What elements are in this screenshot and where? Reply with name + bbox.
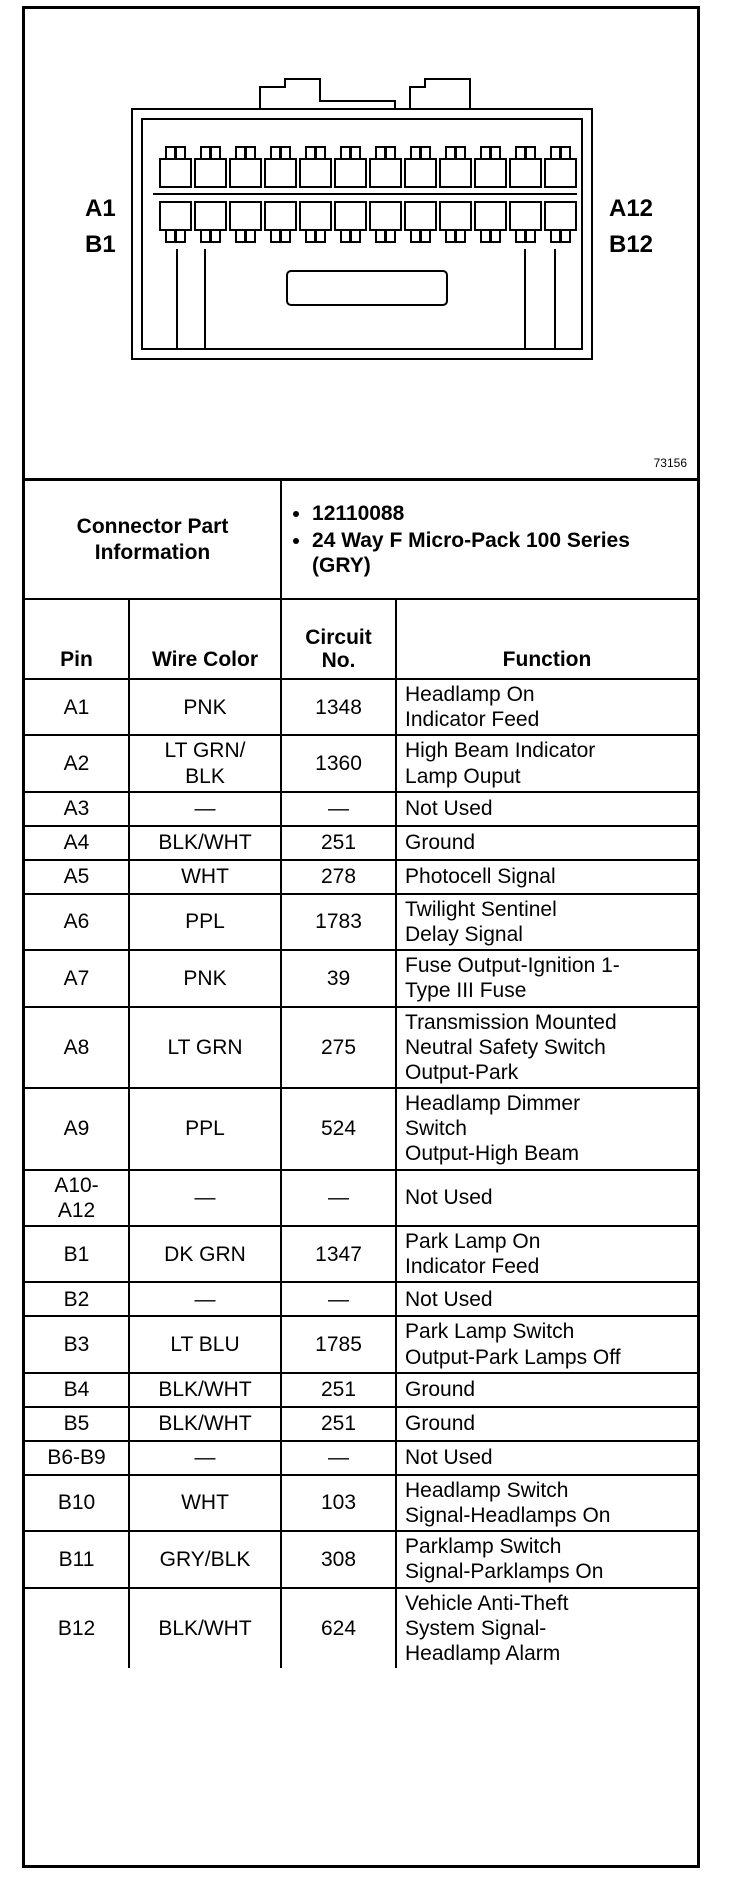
wire-color-cell: DK GRN — [129, 1226, 281, 1282]
pin-a-cavity — [230, 159, 261, 187]
part-item: • 12110088 — [312, 501, 689, 526]
pin-a-tab — [421, 147, 430, 159]
pin-b-tab — [491, 230, 500, 242]
wire-color-cell: PPL — [129, 894, 281, 950]
wire-color-cell: PPL — [129, 1088, 281, 1170]
pin-cell: A8 — [25, 1007, 129, 1089]
pin-b-cavity — [300, 202, 331, 230]
table-row — [25, 792, 697, 826]
pin-cell: A6 — [25, 894, 129, 950]
wire-color-cell: LT BLU — [129, 1316, 281, 1372]
pin-a-tab — [491, 147, 500, 159]
pin-a-tab — [306, 147, 315, 159]
circuit-cell: 103 — [281, 1475, 396, 1531]
table-header-row — [25, 599, 697, 679]
pin-a-tab — [481, 147, 490, 159]
pin-b-cavity — [335, 202, 366, 230]
pin-b-cavity — [510, 202, 541, 230]
label-b1: B1 — [85, 231, 116, 258]
key-slot — [287, 271, 447, 305]
pin-cell: B5 — [25, 1407, 129, 1441]
wire-color-cell: — — [129, 1441, 281, 1475]
circuit-cell: — — [281, 1282, 396, 1316]
table-row — [25, 1531, 697, 1587]
table-row — [25, 860, 697, 894]
pin-b-tab — [446, 230, 455, 242]
table-row — [25, 1088, 697, 1170]
pin-cell: B4 — [25, 1373, 129, 1407]
pin-b-tab — [481, 230, 490, 242]
pin-cell: B3 — [25, 1316, 129, 1372]
pin-b-tab — [376, 230, 385, 242]
circuit-cell: 1360 — [281, 735, 396, 791]
pin-a-tab — [516, 147, 525, 159]
table-row — [25, 950, 697, 1006]
wire-color-cell: LT GRN/ BLK — [129, 735, 281, 791]
latch-left — [260, 79, 395, 109]
table-row — [25, 1407, 697, 1441]
pin-a-tab — [176, 147, 185, 159]
function-cell: Vehicle Anti-Theft System Signal- Headlamp Alarm — [396, 1588, 697, 1669]
pin-b-tab — [351, 230, 360, 242]
circuit-cell: — — [281, 1170, 396, 1226]
pin-b-cavity — [370, 202, 401, 230]
function-cell: Ground — [396, 826, 697, 860]
pin-cell: A3 — [25, 792, 129, 826]
pinout-table — [25, 481, 697, 1668]
table-row — [25, 1226, 697, 1282]
circuit-cell: 1783 — [281, 894, 396, 950]
pin-b-cavity — [545, 202, 576, 230]
pin-a-tab — [561, 147, 570, 159]
pin-b-tab — [456, 230, 465, 242]
wire-color-cell: — — [129, 1170, 281, 1226]
circuit-cell: — — [281, 792, 396, 826]
pin-b-cavity — [160, 202, 191, 230]
pin-b-tab — [281, 230, 290, 242]
pin-b-tab — [166, 230, 175, 242]
pin-b-tab — [421, 230, 430, 242]
pin-b-cavity — [230, 202, 261, 230]
pin-b-tab — [411, 230, 420, 242]
function-cell: High Beam Indicator Lamp Ouput — [396, 735, 697, 791]
connector-drawing — [25, 9, 697, 478]
pin-b-tab — [176, 230, 185, 242]
circuit-cell: 275 — [281, 1007, 396, 1089]
function-cell: Not Used — [396, 792, 697, 826]
function-cell: Park Lamp On Indicator Feed — [396, 1226, 697, 1282]
wire-color-cell: WHT — [129, 1475, 281, 1531]
wire-color-cell: BLK/WHT — [129, 1588, 281, 1669]
label-a1: A1 — [85, 195, 116, 222]
pin-b-tab — [236, 230, 245, 242]
pin-a-tab — [456, 147, 465, 159]
pin-cell: A9 — [25, 1088, 129, 1170]
pin-b-cavity — [265, 202, 296, 230]
pin-cell: B11 — [25, 1531, 129, 1587]
wire-color-cell: PNK — [129, 679, 281, 735]
part-list — [290, 501, 689, 579]
wire-color-cell: BLK/WHT — [129, 826, 281, 860]
pin-b-tab — [246, 230, 255, 242]
table-row — [25, 1588, 697, 1669]
table-row — [25, 735, 697, 791]
pin-a-tab — [246, 147, 255, 159]
pin-a-tab — [351, 147, 360, 159]
circuit-cell: 524 — [281, 1088, 396, 1170]
table-row — [25, 1373, 697, 1407]
circuit-cell: 278 — [281, 860, 396, 894]
pin-cell: A2 — [25, 735, 129, 791]
pin-cell: B1 — [25, 1226, 129, 1282]
pin-b-tab — [306, 230, 315, 242]
label-b12: B12 — [609, 231, 654, 258]
wire-color-cell: — — [129, 1282, 281, 1316]
pin-a-cavity — [195, 159, 226, 187]
pin-a-cavity — [335, 159, 366, 187]
pin-a-tab — [411, 147, 420, 159]
part-item: • 24 Way F Micro-Pack 100 Series (GRY) — [312, 528, 689, 578]
pin-b-tab — [561, 230, 570, 242]
pin-a-tab — [341, 147, 350, 159]
header-wire-color: Wire Color — [129, 599, 281, 679]
table-row — [25, 1475, 697, 1531]
circuit-cell: 624 — [281, 1588, 396, 1669]
circuit-cell: 251 — [281, 1373, 396, 1407]
pin-b-cavity — [440, 202, 471, 230]
pin-b-tab — [271, 230, 280, 242]
pin-b-tab — [386, 230, 395, 242]
connector-sheet — [22, 6, 700, 1868]
function-cell: Ground — [396, 1407, 697, 1441]
function-cell: Headlamp On Indicator Feed — [396, 679, 697, 735]
function-cell: Headlamp Dimmer Switch Output-High Beam — [396, 1088, 697, 1170]
function-cell: Transmission Mounted Neutral Safety Switch Output-Park — [396, 1007, 697, 1089]
circuit-cell: 1785 — [281, 1316, 396, 1372]
pin-b-tab — [211, 230, 220, 242]
function-cell: Photocell Signal — [396, 860, 697, 894]
wire-color-cell: GRY/BLK — [129, 1531, 281, 1587]
pin-a-tab — [446, 147, 455, 159]
pin-a-cavity — [265, 159, 296, 187]
table-row — [25, 1170, 697, 1226]
pin-a-tab — [551, 147, 560, 159]
guide-rails — [177, 249, 555, 349]
pin-cell: A7 — [25, 950, 129, 1006]
header-function: Function — [396, 599, 697, 679]
pin-a-tab — [166, 147, 175, 159]
pin-a-cavity — [370, 159, 401, 187]
pin-cell: B2 — [25, 1282, 129, 1316]
connector-info-row — [25, 481, 697, 599]
function-cell: Twilight Sentinel Delay Signal — [396, 894, 697, 950]
function-cell: Ground — [396, 1373, 697, 1407]
wire-color-cell: BLK/WHT — [129, 1373, 281, 1407]
pin-a-cavity — [475, 159, 506, 187]
pin-cell: A5 — [25, 860, 129, 894]
connector-figure — [25, 9, 697, 481]
table-row — [25, 1007, 697, 1089]
table-row — [25, 1282, 697, 1316]
header-circuit-no: Circuit No. — [281, 599, 396, 679]
circuit-cell: — — [281, 1441, 396, 1475]
pin-cell: A1 — [25, 679, 129, 735]
table-row — [25, 826, 697, 860]
pin-b-tab — [201, 230, 210, 242]
wire-color-cell: BLK/WHT — [129, 1407, 281, 1441]
table-row — [25, 1316, 697, 1372]
pin-a-tab — [236, 147, 245, 159]
pin-a-tab — [281, 147, 290, 159]
pin-a-tab — [386, 147, 395, 159]
circuit-cell: 308 — [281, 1531, 396, 1587]
pin-b-tab — [551, 230, 560, 242]
pin-b-cavity — [405, 202, 436, 230]
figure-number: 73156 — [653, 456, 687, 470]
function-cell: Fuse Output-Ignition 1- Type III Fuse — [396, 950, 697, 1006]
circuit-cell: 39 — [281, 950, 396, 1006]
label-a12: A12 — [609, 195, 654, 222]
table-row — [25, 894, 697, 950]
wire-color-cell: PNK — [129, 950, 281, 1006]
wire-color-cell: LT GRN — [129, 1007, 281, 1089]
function-cell: Park Lamp Switch Output-Park Lamps Off — [396, 1316, 697, 1372]
table-row — [25, 679, 697, 735]
circuit-cell: 251 — [281, 1407, 396, 1441]
connector-info-label: Connector Part Information — [25, 481, 281, 599]
pin-a-tab — [271, 147, 280, 159]
latch-right — [410, 79, 470, 109]
pin-b-tab — [516, 230, 525, 242]
pin-a-tab — [201, 147, 210, 159]
pin-a-tab — [316, 147, 325, 159]
pin-b-tab — [341, 230, 350, 242]
function-cell: Parklamp Switch Signal-Parklamps On — [396, 1531, 697, 1587]
function-cell: Not Used — [396, 1282, 697, 1316]
pin-cell: B6-B9 — [25, 1441, 129, 1475]
wire-color-cell: WHT — [129, 860, 281, 894]
pin-b-cavity — [195, 202, 226, 230]
circuit-cell: 1347 — [281, 1226, 396, 1282]
pin-a-cavity — [300, 159, 331, 187]
header-pin: Pin — [25, 599, 129, 679]
table-row — [25, 1441, 697, 1475]
circuit-cell: 1348 — [281, 679, 396, 735]
pin-b-cavity — [475, 202, 506, 230]
function-cell: Headlamp Switch Signal-Headlamps On — [396, 1475, 697, 1531]
pin-cell: A4 — [25, 826, 129, 860]
connector-info-parts — [281, 481, 697, 599]
pin-a-cavity — [160, 159, 191, 187]
pin-b-tab — [526, 230, 535, 242]
pin-cell: B12 — [25, 1588, 129, 1669]
pin-a-tab — [211, 147, 220, 159]
pin-a-cavity — [440, 159, 471, 187]
pin-a-tab — [376, 147, 385, 159]
pin-a-cavity — [510, 159, 541, 187]
pin-cell: B10 — [25, 1475, 129, 1531]
function-cell: Not Used — [396, 1170, 697, 1226]
pin-a-cavity — [405, 159, 436, 187]
pin-a-tab — [526, 147, 535, 159]
wire-color-cell: — — [129, 792, 281, 826]
pin-a-cavity — [545, 159, 576, 187]
pin-b-tab — [316, 230, 325, 242]
pin-cell: A10- A12 — [25, 1170, 129, 1226]
function-cell: Not Used — [396, 1441, 697, 1475]
circuit-cell: 251 — [281, 826, 396, 860]
